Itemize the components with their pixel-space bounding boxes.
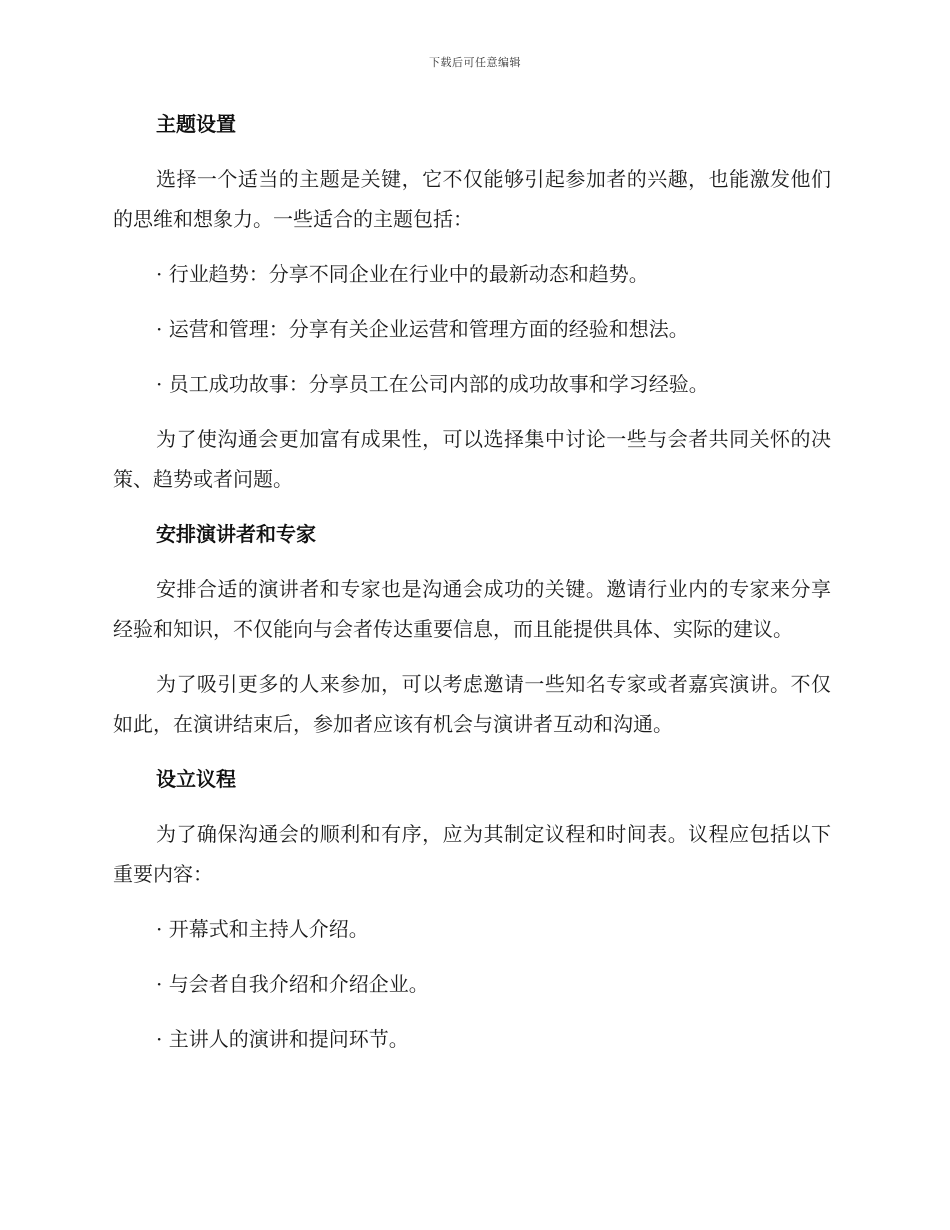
bullet-item: · 运营和管理：分享有关企业运营和管理方面的经验和想法。 <box>156 317 689 341</box>
bullet-item: · 员工成功故事：分享员工在公司内部的成功故事和学习经验。 <box>156 372 709 396</box>
document-body <box>113 104 831 1074</box>
section-heading-agenda: 设立议程 <box>156 767 236 791</box>
header-note: 下载后可任意编辑 <box>429 56 521 69</box>
paragraph-speakers-1: 安排合适的演讲者和专家也是沟通会成功的关键。邀请行业内的专家来分享经验和知识，不仅能向与会者传达重要信息，而且能提供具体、实际的建议。 <box>113 577 831 641</box>
bullet-item: · 与会者自我介绍和介绍企业。 <box>156 972 429 996</box>
paragraph-agenda-intro: 为了确保沟通会的顺利和有序，应为其制定议程和时间表。议程应包括以下重要内容： <box>113 822 831 886</box>
paragraph-theme-intro: 选择一个适当的主题是关键，它不仅能够引起参加者的兴趣，也能激发他们的思维和想象力。一些适合的主题包括： <box>113 167 831 231</box>
paragraph-theme-closing: 为了使沟通会更加富有成果性，可以选择集中讨论一些与会者共同关怀的决策、趋势或者问题。 <box>113 427 831 491</box>
section-heading-theme: 主题设置 <box>156 112 236 136</box>
bullet-item: · 开幕式和主持人介绍。 <box>156 917 369 941</box>
bullet-item: · 行业趋势：分享不同企业在行业中的最新动态和趋势。 <box>156 262 649 286</box>
bullet-item: · 主讲人的演讲和提问环节。 <box>156 1027 409 1051</box>
section-heading-speakers: 安排演讲者和专家 <box>156 522 316 546</box>
paragraph-speakers-2: 为了吸引更多的人来参加，可以考虑邀请一些知名专家或者嘉宾演讲。不仅如此，在演讲结束后，参加者应该有机会与演讲者互动和沟通。 <box>113 672 831 736</box>
